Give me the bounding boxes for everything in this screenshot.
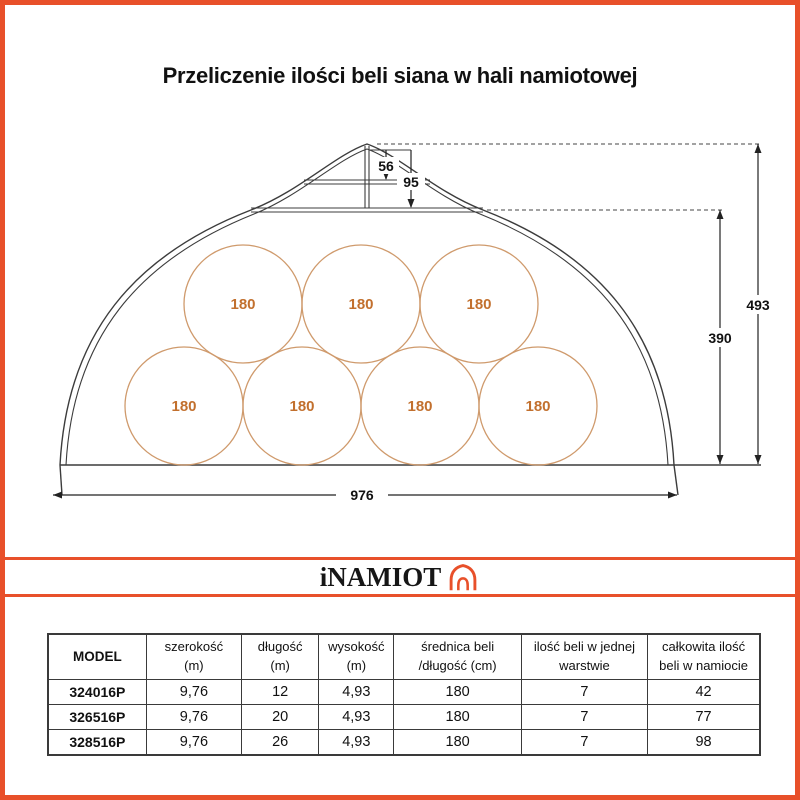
cell-model: 328516P	[48, 730, 146, 756]
bale-diameter-label: 180	[466, 296, 492, 313]
cell-bales-per-layer: 7	[521, 705, 647, 730]
page-title: Przeliczenie ilości beli siana w hali namiotowej	[162, 63, 638, 88]
dimension-56	[373, 150, 399, 180]
cell-length: 20	[242, 705, 319, 730]
cell-total-bales: 77	[648, 705, 760, 730]
col-header-bale-diameter: średnica beli /długość (cm)	[394, 634, 521, 680]
roof-frame	[251, 146, 483, 212]
cell-width: 9,76	[146, 730, 241, 756]
cell-width: 9,76	[146, 680, 241, 705]
logo-band	[5, 557, 795, 597]
table-row	[48, 730, 760, 756]
svg-text:95: 95	[403, 174, 419, 190]
cell-bale-diameter: 180	[394, 680, 521, 705]
col-header-total-bales: całkowita ilość beli w namiocie	[648, 634, 760, 680]
tent-cross-section-diagram	[5, 133, 800, 553]
cell-bales-per-layer: 7	[521, 730, 647, 756]
table-row	[48, 680, 760, 705]
cell-bale-diameter: 180	[394, 730, 521, 756]
brand-logo-text: iNAMIOT	[319, 561, 442, 592]
extension-dashed-lines	[377, 144, 762, 210]
cell-height: 4,93	[319, 705, 394, 730]
dimension-95	[397, 150, 425, 208]
svg-text:493: 493	[746, 297, 770, 313]
cell-length: 26	[242, 730, 319, 756]
cell-model: 326516P	[48, 705, 146, 730]
cell-total-bales: 42	[648, 680, 760, 705]
bale-diameter-label: 180	[171, 398, 197, 415]
cell-model: 324016P	[48, 680, 146, 705]
dimension-493	[736, 144, 780, 464]
bale-diameter-label: 180	[525, 398, 551, 415]
table-row	[48, 705, 760, 730]
svg-text:56: 56	[378, 158, 394, 174]
bale-diameter-label: 180	[289, 398, 315, 415]
cell-bales-per-layer: 7	[521, 680, 647, 705]
col-header-length: długość (m)	[242, 634, 319, 680]
col-header-bales-per-layer: ilość beli w jednej warstwie	[521, 634, 647, 680]
svg-text:390: 390	[708, 330, 732, 346]
bale-diameter-label: 180	[230, 296, 256, 313]
col-header-width: szerokość (m)	[146, 634, 241, 680]
cell-height: 4,93	[319, 730, 394, 756]
col-header-model: MODEL	[48, 634, 146, 680]
bale-diameter-label: 180	[407, 398, 433, 415]
spec-table	[47, 633, 761, 756]
table-header-row	[48, 634, 760, 680]
cell-length: 12	[242, 680, 319, 705]
dimension-390	[698, 210, 742, 464]
hay-bales	[125, 245, 597, 465]
cell-height: 4,93	[319, 680, 394, 705]
cell-bale-diameter: 180	[394, 705, 521, 730]
dimension-976	[53, 486, 677, 504]
cell-total-bales: 98	[648, 730, 760, 756]
tent-house-icon	[446, 562, 480, 593]
col-header-height: wysokość (m)	[319, 634, 394, 680]
cell-width: 9,76	[146, 705, 241, 730]
bale-diameter-label: 180	[348, 296, 374, 313]
svg-text:976: 976	[350, 487, 374, 503]
